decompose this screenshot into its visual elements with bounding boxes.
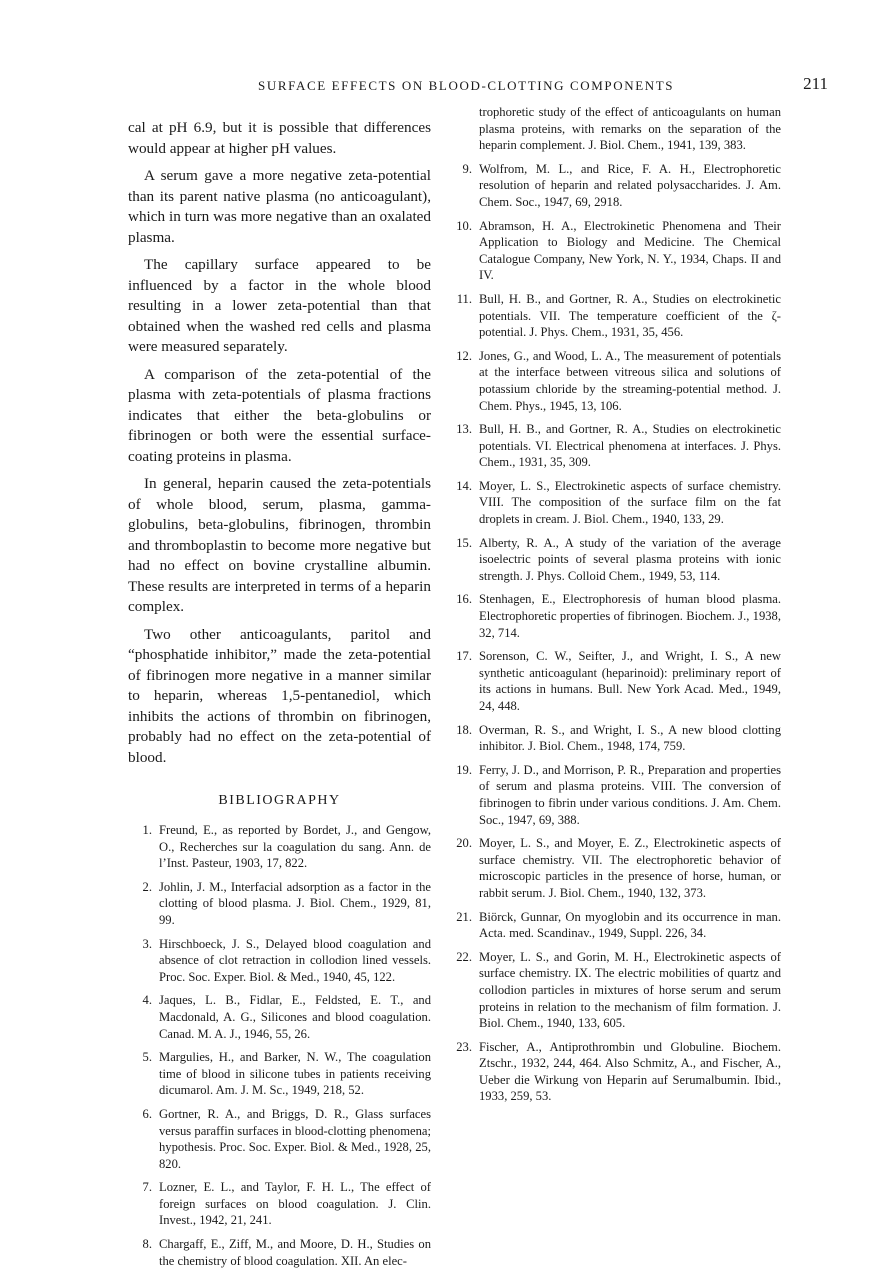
reference-number: 4. bbox=[142, 993, 152, 1008]
reference-text: Jones, G., and Wood, L. A., The measurement of potentials at the interface between vitreous silica and solutions of potassium chloride by the streaming-potential method. J. Chem. Phys., 1945, 13, 106. bbox=[479, 348, 781, 413]
reference-item bbox=[448, 535, 781, 585]
reference-number: 1. bbox=[142, 823, 152, 837]
reference-item bbox=[128, 822, 431, 872]
reference-number: 5. bbox=[142, 1050, 152, 1065]
body-paragraph: The capillary surface appeared to be influenced by a factor in the whole blood resulting in a lower zeta-potential than that obtained when the washed red cells and plasma were measured separately. bbox=[128, 256, 431, 355]
reference-item bbox=[128, 992, 431, 1042]
page-number: 211 bbox=[803, 74, 828, 93]
reference-item bbox=[448, 291, 781, 341]
reference-item bbox=[448, 1039, 781, 1105]
reference-item bbox=[448, 478, 781, 528]
body-paragraph: A serum gave a more negative zeta-potential than its parent native plasma (no anticoagulant), which in turn was more negative than an oxalated plasma. bbox=[128, 167, 431, 246]
reference-number: 13. bbox=[456, 422, 472, 437]
reference-text: Freund, E., as reported by Bordet, J., and Gengow, O., Recherches sur la coagulation du sang. Ann. de l’Inst. Pasteur, 1903, 17, 822. bbox=[159, 823, 431, 871]
reference-text: Hirschboeck, J. S., Delayed blood coagulation and absence of clot retraction in collodion lined vessels. Proc. Soc. Exper. Biol. & Med., 1940, 45, 122. bbox=[159, 936, 431, 984]
reference-text: Sorenson, C. W., Seifter, J., and Wright, I. S., A new synthetic anticoagulant (heparinoid): preliminary report of its actions in humans. Bull. New York Acad. Med., 1949, 24, 448. bbox=[479, 649, 781, 713]
reference-text: Moyer, L. S., Electrokinetic aspects of surface chemistry. VIII. The composition of the surface film on the fat droplets in cream. J. Biol. Chem., 1940, 133, 29. bbox=[479, 478, 781, 527]
reference-number: 3. bbox=[142, 936, 152, 951]
reference-item bbox=[448, 648, 781, 714]
reference-text: Stenhagen, E., Electrophoresis of human blood plasma. Electrophoretic properties of fibrinogen. Biochem. J., 1938, 32, 714. bbox=[479, 592, 781, 640]
reference-text: Jaques, L. B., Fidlar, E., Feldsted, E. T., and Macdonald, A. G., Silicones and blood coagulation. Canad. M. A. J., 1946, 55, 26. bbox=[159, 993, 431, 1041]
reference-number: 23. bbox=[456, 1039, 472, 1054]
body-paragraph: Two other anticoagulants, paritol and “phosphatide inhibitor,” made the zeta-potential of fibrinogen more negative in a manner similar to heparin, whereas 1,5-pentanediol, which inhibits the actions of thrombin on fibrinogen, probably had no effect on the zeta-potential of blood. bbox=[128, 625, 431, 766]
left-column bbox=[128, 118, 431, 1276]
reference-item bbox=[448, 591, 781, 641]
reference-text: Overman, R. S., and Wright, I. S., A new blood clotting inhibitor. J. Biol. Chem., 1948, 174, 759. bbox=[479, 722, 781, 754]
reference-text: Biörck, Gunnar, On myoglobin and its occurrence in man. Acta. med. Scandinav., 1949, Suppl. 226, 34. bbox=[479, 909, 781, 941]
reference-item bbox=[128, 1106, 431, 1172]
reference-number: 11. bbox=[456, 291, 472, 306]
reference-text: Moyer, L. S., and Moyer, E. Z., Electrokinetic aspects of surface chemistry. VII. The electrophoretic behavior of microscopic particles in the presence of horse, human, or rabbit serum. J. Biol. Chem., 1940, 132, 373. bbox=[479, 836, 781, 900]
reference-number: 2. bbox=[142, 879, 152, 894]
body-paragraph: A comparison of the zeta-potential of the plasma with zeta-potentials of plasma fractions indicates that either the beta-globulins or fibrinogen or both were the essential surface-coating proteins in plasma. bbox=[128, 365, 431, 465]
reference-item bbox=[448, 421, 781, 471]
reference-number: 8. bbox=[142, 1237, 152, 1252]
reference-item bbox=[128, 936, 431, 986]
reference-item bbox=[128, 1236, 431, 1269]
reference-item bbox=[448, 835, 781, 901]
reference-number: 20. bbox=[456, 836, 472, 851]
reference-text: Moyer, L. S., and Gorin, M. H., Electrokinetic aspects of surface chemistry. IX. The electric mobilities of quartz and collodion particles in mixtures of horse serum and serum proteins in relation to the mechanism of film formation. J. Biol. Chem., 1940, 133, 605. bbox=[479, 949, 781, 1031]
reference-text: Ferry, J. D., and Morrison, P. R., Preparation and properties of serum and plasma proteins. VIII. The conversion of fibrinogen to fibrin under various conditions. J. Am. Chem. Soc., 1947, 69, 388. bbox=[479, 762, 781, 827]
reference-item bbox=[448, 949, 781, 1032]
reference-number: 18. bbox=[456, 722, 472, 737]
reference-item bbox=[448, 348, 781, 414]
reference-text: Alberty, R. A., A study of the variation of the average isoelectric points of several plasma proteins with ionic strength. J. Phys. Colloid Chem., 1949, 53, 114. bbox=[479, 535, 781, 583]
reference-number: 7. bbox=[142, 1180, 152, 1195]
reference-number: 15. bbox=[456, 535, 472, 550]
running-title: SURFACE EFFECTS ON BLOOD-CLOTTING COMPONENTS bbox=[258, 78, 675, 93]
reference-item bbox=[448, 161, 781, 211]
reference-item bbox=[448, 762, 781, 828]
reference-item bbox=[128, 1179, 431, 1229]
reference-text: trophoretic study of the effect of anticoagulants on human plasma proteins, with remarks on the separation of the heparin complement. J. Biol. Chem., 1941, 139, 383. bbox=[479, 105, 781, 153]
reference-number: 14. bbox=[456, 478, 472, 493]
reference-text: Johlin, J. M., Interfacial adsorption as a factor in the clotting of blood plasma. J. Biol. Chem., 1929, 81, 99. bbox=[159, 879, 431, 927]
reference-item bbox=[448, 218, 781, 284]
reference-number: 21. bbox=[456, 909, 472, 924]
reference-item bbox=[448, 722, 781, 755]
reference-item bbox=[128, 879, 431, 929]
reference-text: Chargaff, E., Ziff, M., and Moore, D. H., Studies on the chemistry of blood coagulation. XII. An elec- bbox=[159, 1237, 431, 1268]
reference-number: 19. bbox=[456, 762, 472, 777]
right-column bbox=[448, 104, 781, 1112]
reference-text: Bull, H. B., and Gortner, R. A., Studies on electrokinetic potentials. VII. The temperature coefficient of the ζ-potential. J. Phys. Chem., 1931, 35, 456. bbox=[479, 291, 781, 340]
reference-text: Lozner, E. L., and Taylor, F. H. L., The effect of foreign surfaces on blood coagulation. J. Clin. Invest., 1942, 21, 241. bbox=[159, 1180, 431, 1228]
reference-number: 16. bbox=[456, 592, 472, 607]
reference-text: Wolfrom, M. L., and Rice, F. A. H., Electrophoretic resolution of heparin and related polysaccharides. J. Am. Chem. Soc., 1947, 69, 2918. bbox=[479, 161, 781, 209]
reference-text: Margulies, H., and Barker, N. W., The coagulation time of blood in silicone tubes in patients receiving dicumarol. Am. J. M. Sc., 1949, 218, 52. bbox=[159, 1050, 431, 1098]
reference-text: Bull, H. B., and Gortner, R. A., Studies on electrokinetic potentials. VI. Electrical phenomena at interfaces. J. Phys. Chem., 1931, 35, 309. bbox=[479, 422, 781, 470]
reference-number: 10. bbox=[456, 218, 472, 233]
reference-text: Gortner, R. A., and Briggs, D. R., Glass surfaces versus paraffin surfaces in blood-clotting phenomena; hypothesis. Proc. Soc. Exper. Biol. & Med., 1928, 25, 820. bbox=[159, 1106, 431, 1171]
reference-item bbox=[448, 909, 781, 942]
bibliography-heading: BIBLIOGRAPHY bbox=[218, 793, 341, 808]
reference-number: 6. bbox=[142, 1106, 152, 1121]
reference-continuation bbox=[448, 104, 781, 154]
reference-number: 22. bbox=[456, 949, 472, 964]
reference-text: Abramson, H. A., Electrokinetic Phenomena and Their Application to Biology and Medicine. The Chemical Catalogue Company, New York, N. Y., 1934, Chaps. II and IV. bbox=[479, 218, 781, 283]
reference-number: 17. bbox=[456, 649, 472, 664]
reference-number: 12. bbox=[456, 348, 472, 363]
body-paragraph: cal at pH 6.9, but it is possible that differences would appear at higher pH values. bbox=[128, 119, 431, 157]
reference-number: 9. bbox=[462, 161, 472, 176]
reference-text: Fischer, A., Antiprothrombin und Globuline. Biochem. Ztschr., 1932, 244, 464. Also Schmitz, A., and Fischer, A., Ueber die Wirkung von Heparin auf Serumalbumin. Ibid., 1933, 259, 53. bbox=[479, 1039, 781, 1104]
body-paragraph: In general, heparin caused the zeta-potentials of whole blood, serum, plasma, gamma-globulins, beta-globulins, fibrinogen, thrombin and thromboplastin to become more negative but had no effect on bovine crystalline albumin. These results are interpreted in terms of a heparin complex. bbox=[128, 475, 431, 615]
reference-item bbox=[128, 1049, 431, 1099]
page-header bbox=[128, 72, 828, 98]
